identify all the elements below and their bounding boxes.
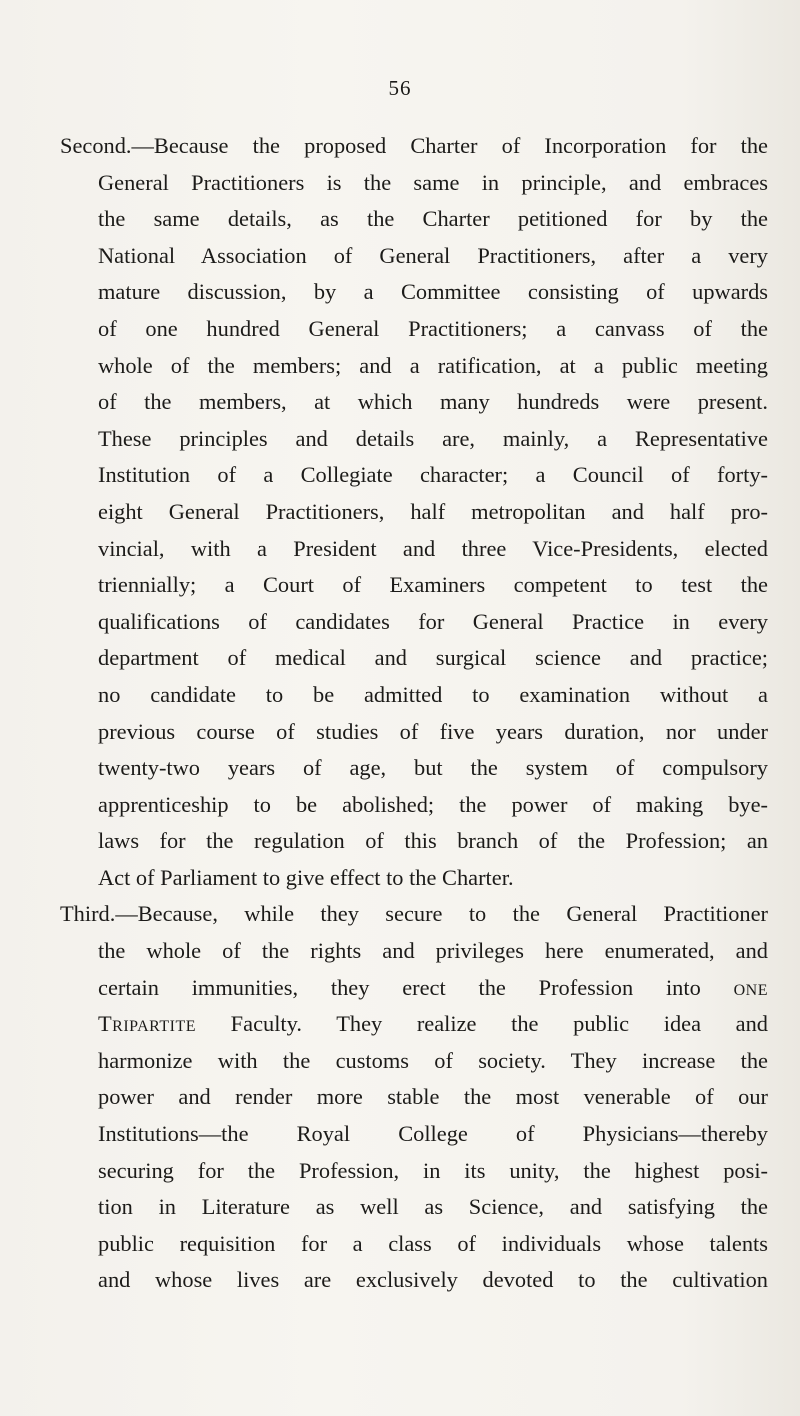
smallcaps-one: one — [733, 974, 768, 1000]
text-line: the same details, as the Charter petitioned for by the — [98, 206, 768, 232]
text-line: eight General Practitioners, half metropolitan and half pro- — [98, 498, 768, 524]
text-line: twenty-two years of age, but the system of compulsory — [98, 755, 768, 781]
text-line: qualifications of candidates for General Practice in every — [98, 608, 768, 634]
text-line: Act of Parliament to give effect to the Charter. — [98, 864, 514, 890]
text-line: mature discussion, by a Committee consisting of upwards — [98, 279, 768, 305]
text-line: department of medical and surgical science and practice; — [98, 645, 768, 671]
text-segment: certain immunities, they erect the Profession into — [98, 974, 701, 1000]
text-line: triennially; a Court of Examiners competent to test the — [98, 572, 768, 598]
text-segment: Faculty. They realize the public idea and — [230, 1011, 768, 1037]
text-line: power and render more stable the most venerable of our — [98, 1084, 768, 1110]
text-line: vincial, with a President and three Vice-Presidents, elected — [98, 535, 768, 561]
text-line: These principles and details are, mainly, a Representative — [98, 425, 768, 451]
text-line: Institutions—the Royal College of Physicians—thereby — [98, 1121, 768, 1147]
text-line: no candidate to be admitted to examination without a — [98, 681, 768, 707]
body-text — [60, 128, 768, 1299]
text-line: of the members, at which many hundreds were present. — [98, 389, 768, 415]
text-line: whole of the members; and a ratification, at a public meeting — [98, 352, 768, 378]
text-line: General Practitioners is the same in principle, and embraces — [98, 169, 768, 195]
text-line: National Association of General Practitioners, after a very — [98, 242, 768, 268]
text-line: harmonize with the customs of society. They increase the — [98, 1047, 768, 1073]
text-line: Third.—Because, while they secure to the General Practitioner — [60, 901, 768, 927]
text-line: tion in Literature as well as Science, and satisfying the — [98, 1194, 768, 1220]
text-line-with-smallcaps — [60, 970, 768, 1007]
text-line: laws for the regulation of this branch of the Profession; an — [98, 828, 768, 854]
text-line: of one hundred General Practitioners; a canvass of the — [98, 315, 768, 341]
text-line-with-smallcaps — [60, 1006, 768, 1043]
text-line: the whole of the rights and privileges here enumerated, and — [98, 938, 768, 964]
smallcaps-tripartite: Tripartite — [98, 1011, 197, 1037]
text-line: and whose lives are exclusively devoted to the cultivation — [98, 1267, 768, 1293]
text-line: Institution of a Collegiate character; a Council of forty- — [98, 462, 768, 488]
text-line: previous course of studies of five years duration, nor under — [98, 718, 768, 744]
text-line: Second.—Because the proposed Charter of Incorporation for the — [60, 133, 768, 158]
text-line: apprenticeship to be abolished; the power of making bye- — [98, 791, 768, 817]
text-line: securing for the Profession, in its unity, the highest posi- — [98, 1157, 768, 1183]
text-line: public requisition for a class of individuals whose talents — [98, 1230, 768, 1256]
page-number: 56 — [388, 76, 412, 100]
